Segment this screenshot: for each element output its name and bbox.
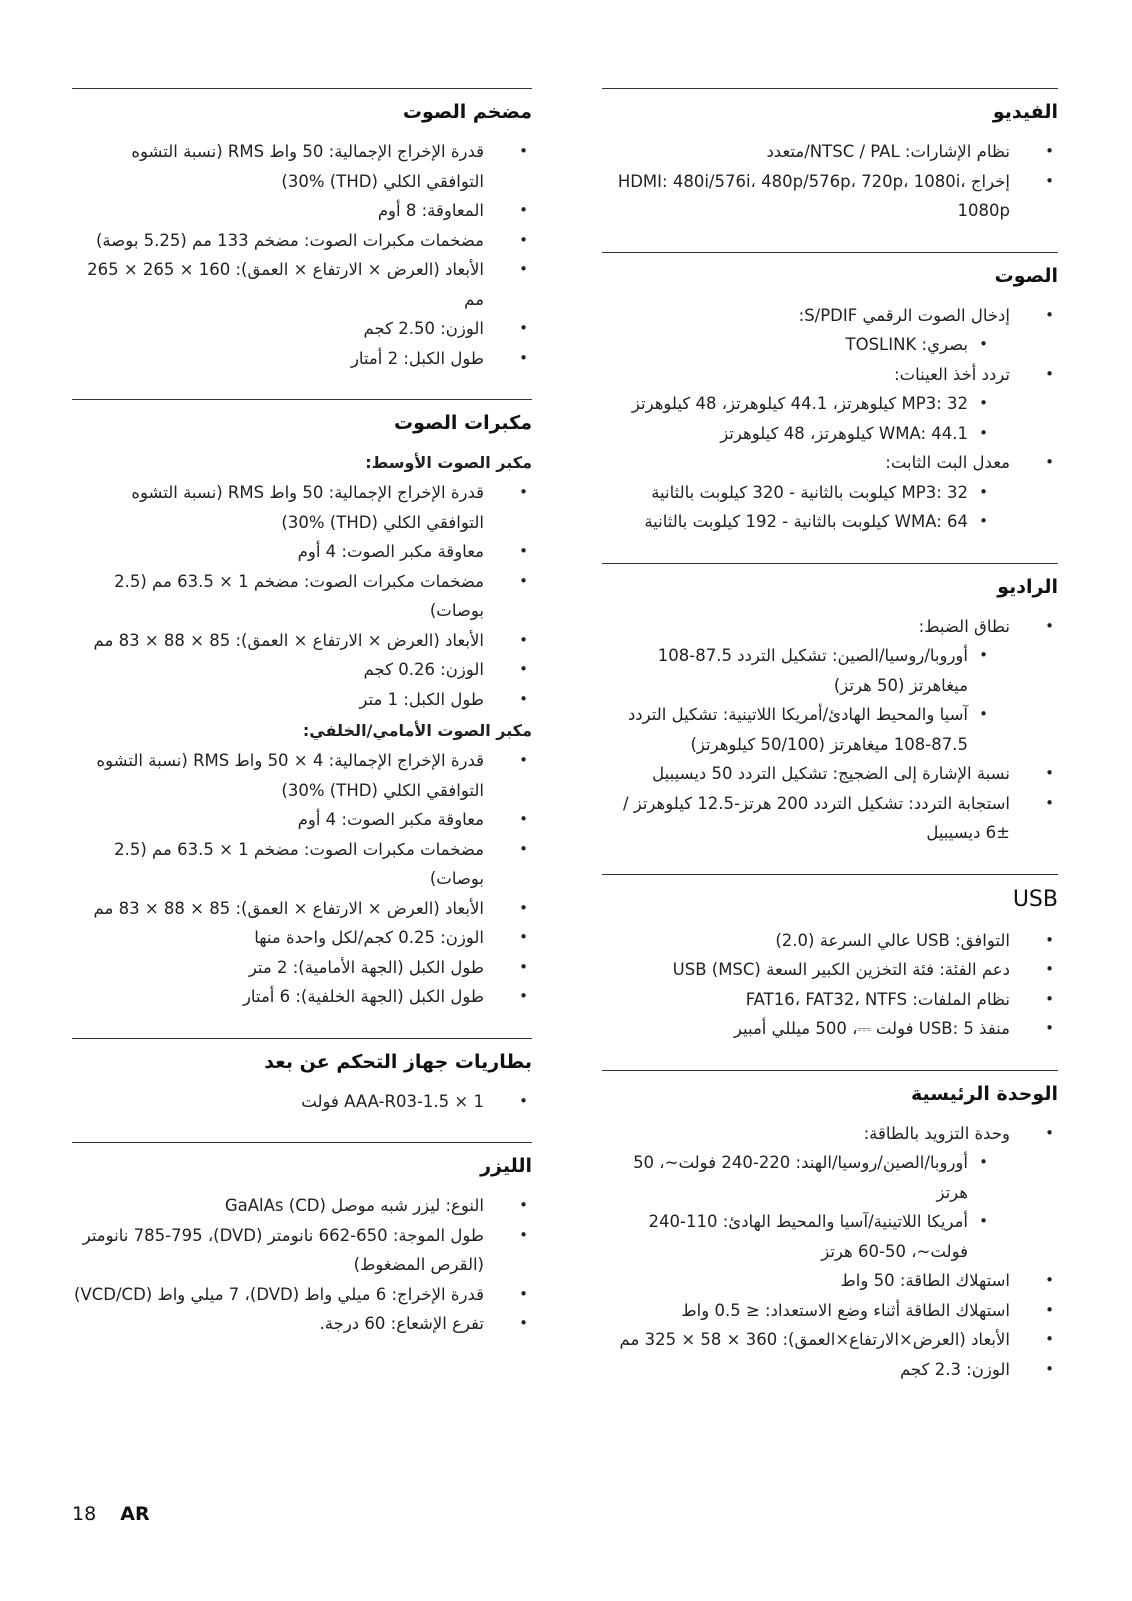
list-subitem: • أوروبا/الصين/روسيا/الهند: 220-240 فولت~، 50 هرتز bbox=[602, 1148, 1058, 1207]
list-subitem: • MP3: 32 كيلوبت بالثانية - 320 كيلوبت بالثانية bbox=[602, 478, 1058, 508]
list-item: • معاوقة مكبر الصوت: 4 أوم bbox=[72, 537, 532, 567]
list-subitem: • WMA: 64 كيلوبت بالثانية - 192 كيلوبت بالثانية bbox=[602, 507, 1058, 537]
section-audio bbox=[602, 252, 1058, 537]
section-main-unit bbox=[602, 1070, 1058, 1385]
section-remote-batteries bbox=[72, 1038, 532, 1117]
front-rear-speaker-heading: مكبر الصوت الأمامي/الخلفي: bbox=[302, 721, 532, 740]
section-title: الراديو bbox=[997, 575, 1058, 598]
section-title: بطاريات جهاز التحكم عن بعد bbox=[264, 1050, 532, 1073]
list-item: • منفذ USB: 5 فولت ⎓، 500 ميللي أمبير bbox=[602, 1014, 1058, 1044]
list-item: • تفرع الإشعاع: 60 درجة. bbox=[72, 1309, 532, 1339]
list-item: • معاوقة مكبر الصوت: 4 أوم bbox=[72, 805, 532, 835]
list-subitem: • آسيا والمحيط الهادئ/أمريكا اللاتينية: تشكيل التردد 87.5-108 ميغاهرتز (50/100 كيلوهرتز) bbox=[602, 700, 1058, 759]
list-item: • الوزن: 0.26 كجم bbox=[72, 655, 532, 685]
section-speakers bbox=[72, 399, 532, 1012]
list-item: • إخراج HDMI: 480i/576i، 480p/576p، 720p، 1080i، 1080p bbox=[602, 167, 1058, 226]
list-subitem: • WMA: 44.1 كيلوهرتز، 48 كيلوهرتز bbox=[602, 419, 1058, 449]
list-item: • قدرة الإخراج: 6 ميلي واط (DVD)، 7 ميلي واط (VCD/CD) bbox=[72, 1280, 532, 1310]
list-item: • قدرة الإخراج الإجمالية: 50 واط RMS (نسبة التشوه التوافقي الكلي (THD) 30%) bbox=[72, 478, 532, 537]
right-column bbox=[602, 88, 1058, 1410]
list-subitem: • MP3: 32 كيلوهرتز، 44.1 كيلوهرتز، 48 كيلوهرتز bbox=[602, 389, 1058, 419]
language-code: AR bbox=[120, 1503, 150, 1525]
list-item: • دعم الفئة: فئة التخزين الكبير السعة USB (MSC) bbox=[602, 955, 1058, 985]
list-item: • وحدة التزويد بالطاقة: bbox=[602, 1119, 1058, 1149]
center-speaker-heading: مكبر الصوت الأوسط: bbox=[365, 453, 532, 472]
list-item: • طول الكبل: 2 أمتار bbox=[72, 344, 532, 374]
list-item: • قدرة الإخراج الإجمالية: 4 × 50 واط RMS (نسبة التشوه التوافقي الكلي (THD) 30%) bbox=[72, 746, 532, 805]
section-title: مكبرات الصوت bbox=[394, 412, 532, 434]
list-item: • الوزن: 0.25 كجم/لكل واحدة منها bbox=[72, 923, 532, 953]
page-number: 18 bbox=[72, 1503, 97, 1525]
list-item: • مضخمات مكبرات الصوت: مضخم 1 × 63.5 مم (2.5 بوصات) bbox=[72, 835, 532, 894]
list-item: • 1 × AAA-R03-1.5 فولت bbox=[72, 1087, 532, 1117]
section-video bbox=[602, 88, 1058, 226]
list-item: • الأبعاد (العرض × الارتفاع × العمق): 160 × 265 × 265 مم bbox=[72, 255, 532, 314]
list-item: • الأبعاد (العرض × الارتفاع × العمق): 85 × 88 × 83 مم bbox=[72, 894, 532, 924]
list-item: • استجابة التردد: تشكيل التردد 200 هرتز-12.5 كيلوهرتز / ±6 ديسيبيل bbox=[602, 789, 1058, 848]
list-item: • معدل البت الثابت: bbox=[602, 448, 1058, 478]
list-item: • قدرة الإخراج الإجمالية: 50 واط RMS (نسبة التشوه التوافقي الكلي (THD) 30%) bbox=[72, 137, 532, 196]
page-footer bbox=[72, 1503, 150, 1525]
list-item: • الأبعاد (العرض×الارتفاع×العمق): 360 × 58 × 325 مم bbox=[602, 1325, 1058, 1355]
list-item: • طول الكبل (الجهة الأمامية): 2 متر bbox=[72, 953, 532, 983]
section-title: الصوت bbox=[994, 264, 1058, 287]
list-item: • نظام الملفات: FAT16، FAT32، NTFS bbox=[602, 985, 1058, 1015]
list-item: • تردد أخذ العينات: bbox=[602, 360, 1058, 390]
list-item: • استهلاك الطاقة أثناء وضع الاستعداد: ≤ 0.5 واط bbox=[602, 1296, 1058, 1326]
section-title: USB bbox=[1012, 886, 1058, 912]
section-title: مضخم الصوت bbox=[402, 101, 532, 123]
list-item: • طول الكبل: 1 متر bbox=[72, 685, 532, 715]
left-column bbox=[72, 88, 532, 1365]
list-item: • استهلاك الطاقة: 50 واط bbox=[602, 1266, 1058, 1296]
list-item: • النوع: ليزر شبه موصل (CD) GaAlAs bbox=[72, 1191, 532, 1221]
list-item: • الوزن: 2.50 كجم bbox=[72, 314, 532, 344]
section-title: الوحدة الرئيسية bbox=[910, 1082, 1058, 1105]
list-subitem: • أوروبا/روسيا/الصين: تشكيل التردد 87.5-108 ميغاهرتز (50 هرتز) bbox=[602, 641, 1058, 700]
list-item: • طول الموجة: 650-662 نانومتر (DVD)، 785-795 نانومتر (القرص المضغوط) bbox=[72, 1221, 532, 1280]
list-item: • المعاوقة: 8 أوم bbox=[72, 196, 532, 226]
section-usb bbox=[602, 874, 1058, 1044]
section-laser bbox=[72, 1142, 532, 1339]
list-item: • طول الكبل (الجهة الخلفية): 6 أمتار bbox=[72, 982, 532, 1012]
list-item: • الأبعاد (العرض × الارتفاع × العمق): 85 × 88 × 83 مم bbox=[72, 626, 532, 656]
section-title: الليزر bbox=[480, 1155, 532, 1177]
list-item: • مضخمات مكبرات الصوت: مضخم 1 × 63.5 مم (2.5 بوصات) bbox=[72, 567, 532, 626]
list-item: • نظام الإشارات: NTSC / PAL/متعدد bbox=[602, 137, 1058, 167]
section-subwoofer bbox=[72, 88, 532, 373]
list-item: • التوافق: USB عالي السرعة (2.0) bbox=[602, 926, 1058, 956]
list-item: • مضخمات مكبرات الصوت: مضخم 133 مم (5.25 بوصة) bbox=[72, 226, 532, 256]
list-item: • إدخال الصوت الرقمي S/PDIF: bbox=[602, 301, 1058, 331]
list-item: • نسبة الإشارة إلى الضجيج: تشكيل التردد 50 ديسيبيل bbox=[602, 759, 1058, 789]
section-title: الفيديو bbox=[992, 101, 1058, 123]
list-item: • الوزن: 2.3 كجم bbox=[602, 1355, 1058, 1385]
list-subitem: • بصري: TOSLINK bbox=[602, 330, 1058, 360]
list-subitem: • أمريكا اللاتينية/آسيا والمحيط الهادئ: 110-240 فولت~، 50-60 هرتز bbox=[602, 1207, 1058, 1266]
list-item: • نطاق الضبط: bbox=[602, 612, 1058, 642]
section-radio bbox=[602, 563, 1058, 848]
